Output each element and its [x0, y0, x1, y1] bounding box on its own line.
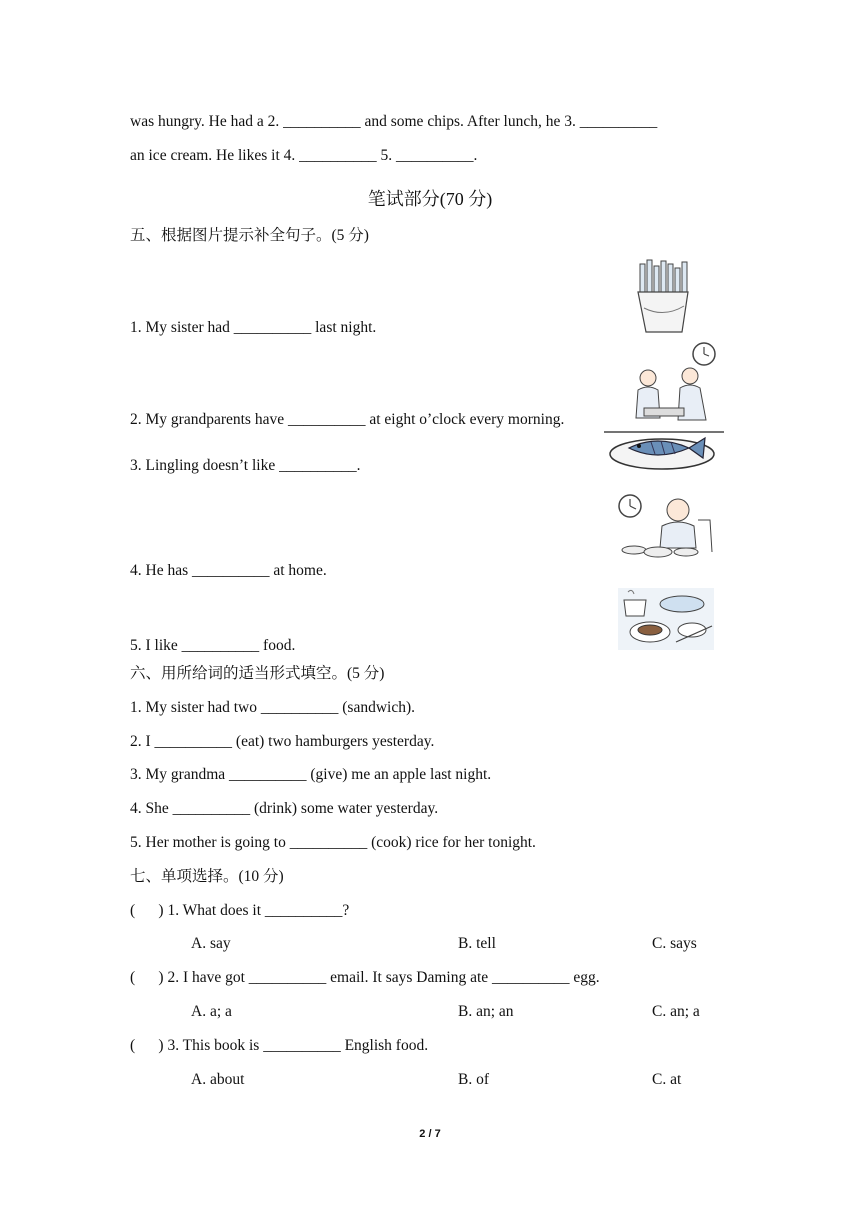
question-3-option-b: B. of: [458, 1071, 489, 1088]
section5-item-3: 3. Lingling doesn’t like __________.: [130, 457, 361, 474]
question-2-stem: ( ) 2. I have got __________ email. It says Daming ate __________ egg.: [130, 969, 600, 986]
question-1-option-c: C. says: [652, 935, 697, 952]
question-3-option-c: C. at: [652, 1071, 682, 1088]
section5-item-5: 5. I like __________ food.: [130, 637, 296, 654]
section5-item-2: 2. My grandparents have __________ at eight o’clock every morning.: [130, 411, 565, 428]
question-2-option-a: A. a; a: [191, 1003, 232, 1020]
listening-line-2: an ice cream. He likes it 4. __________ 5. __________.: [130, 147, 478, 164]
section7-heading: 七、单项选择。(10 分): [130, 868, 284, 885]
grandparents-breakfast-icon: [604, 338, 724, 434]
section6-item-4: 4. She __________ (drink) some water yesterday.: [130, 800, 439, 817]
question-3-option-a: A. about: [191, 1071, 245, 1088]
question-2-option-b: B. an; an: [458, 1003, 514, 1020]
chinese-food-icon: [616, 586, 716, 652]
section5-heading: 五、根据图片提示补全句子。(5 分): [130, 227, 369, 244]
section6-heading: 六、用所给词的适当形式填空。(5 分): [130, 665, 385, 682]
section6-item-5: 5. Her mother is going to __________ (cook) rice for her tonight.: [130, 834, 536, 851]
fries-icon: [630, 258, 696, 338]
listening-line-1: was hungry. He had a 2. __________ and some chips. After lunch, he 3. __________: [130, 113, 658, 130]
question-3-stem: ( ) 3. This book is __________ English food.: [130, 1037, 429, 1054]
page-number: 2 / 7: [419, 1128, 441, 1140]
section6-item-1: 1. My sister had two __________ (sandwich).: [130, 699, 415, 716]
boy-lunch-icon: [616, 490, 716, 560]
question-2-option-c: C. an; a: [652, 1003, 700, 1020]
question-1-option-b: B. tell: [458, 935, 496, 952]
section6-item-3: 3. My grandma __________ (give) me an apple last night.: [130, 766, 492, 783]
question-1-option-a: A. say: [191, 935, 231, 952]
section6-item-2: 2. I __________ (eat) two hamburgers yesterday.: [130, 733, 435, 750]
section5-item-1: 1. My sister had __________ last night.: [130, 319, 377, 336]
question-1-stem: ( ) 1. What does it __________?: [130, 902, 350, 919]
written-part-title: 笔试部分(70 分): [367, 189, 493, 209]
fish-plate-icon: [607, 430, 717, 472]
section5-item-4: 4. He has __________ at home.: [130, 562, 327, 579]
